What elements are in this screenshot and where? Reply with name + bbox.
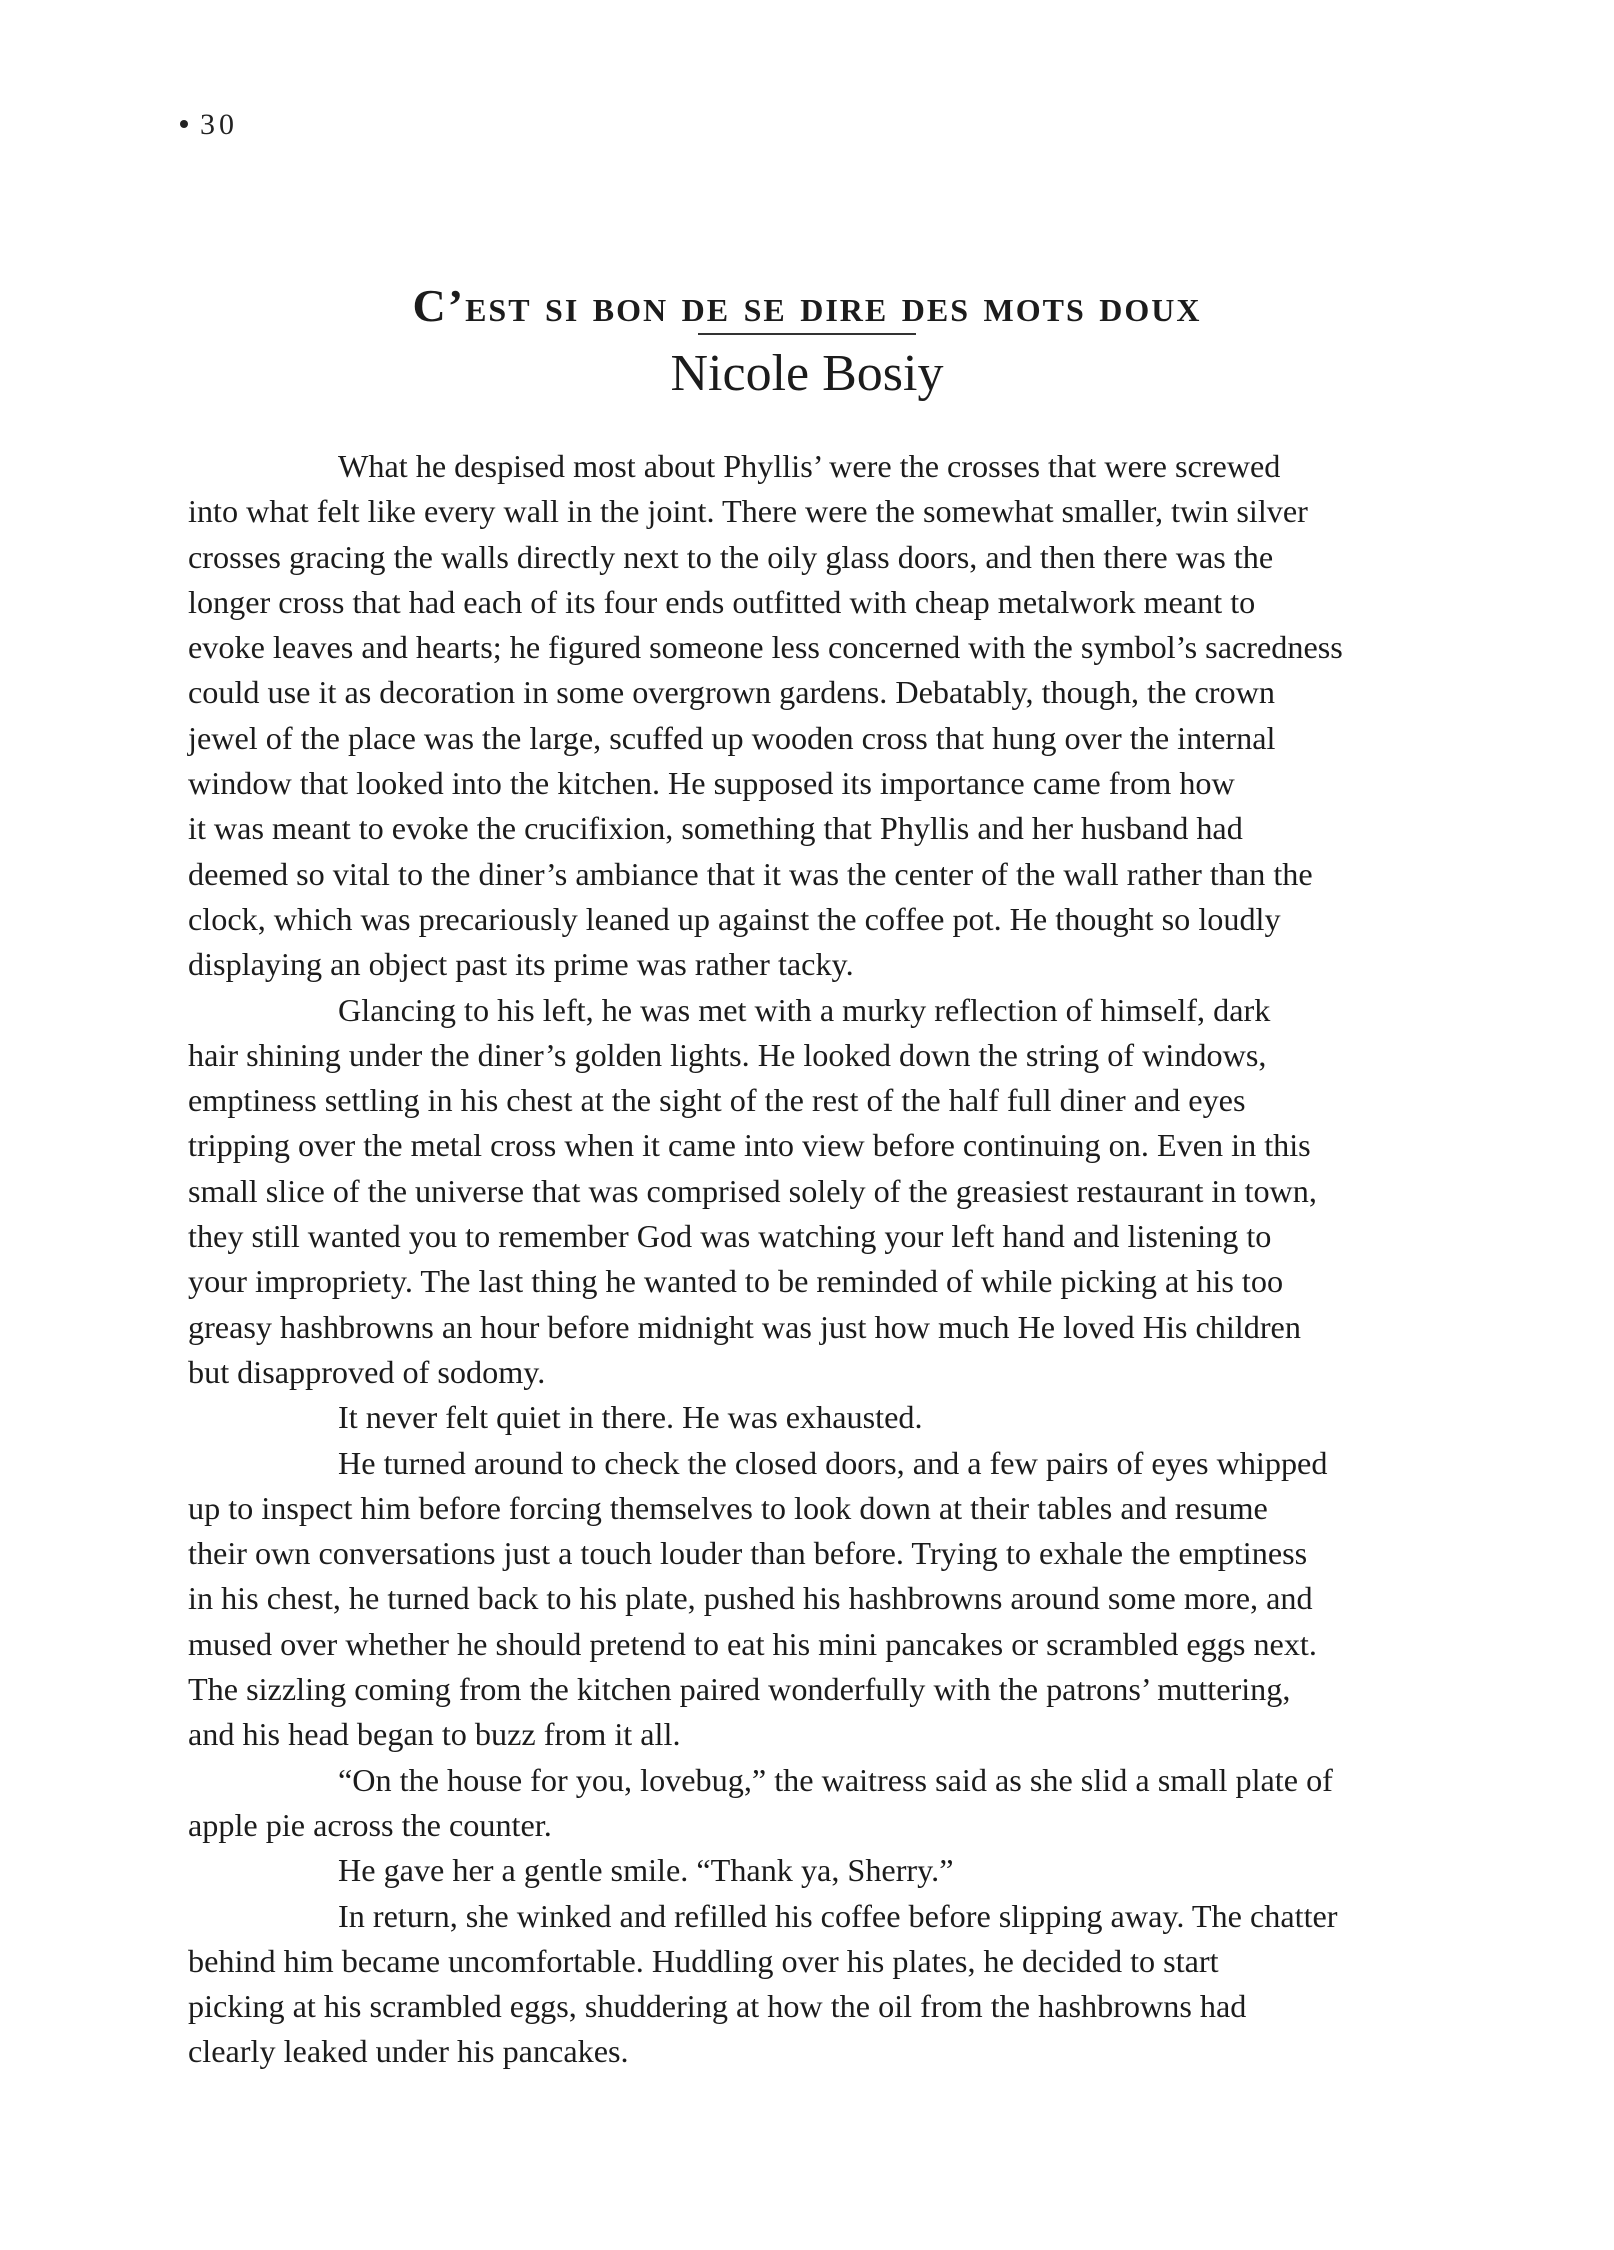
text-line: longer cross that had each of its four ends outfitted with cheap metalwork meant to [188, 583, 1256, 620]
text-line: crosses gracing the walls directly next to the oily glass doors, and then there was the [188, 538, 1274, 575]
text-line: emptiness settling in his chest at the sight of the rest of the half full diner and eyes [188, 1082, 1246, 1119]
text-line: In return, she winked and refilled his coffee before slipping away. The chatter [338, 1897, 1338, 1934]
text-line: but disapproved of sodomy. [188, 1353, 546, 1390]
text-line: “On the house for you, lovebug,” the waitress said as she slid a small plate of [338, 1761, 1333, 1798]
text-line: greasy hashbrowns an hour before midnight was just how much He loved His children [188, 1308, 1301, 1345]
text-line: they still wanted you to remember God was watching your left hand and listening to [188, 1218, 1272, 1255]
text-line: hair shining under the diner’s golden lights. He looked down the string of windows, [188, 1036, 1267, 1073]
text-line: The sizzling coming from the kitchen paired wonderfully with the patrons’ muttering, [188, 1671, 1291, 1708]
bullet-icon [180, 120, 188, 128]
text-line: What he despised most about Phyllis’ were the crosses that were screwed [338, 448, 1281, 484]
page-number [180, 108, 238, 142]
text-line: it was meant to evoke the crucifixion, something that Phyllis and her husband had [188, 810, 1243, 847]
text-line: displaying an object past its prime was rather tacky. [188, 946, 854, 983]
text-line: It never felt quiet in there. He was exhausted. [338, 1399, 923, 1436]
story-title: C’est si bon de se dire des mots doux [412, 279, 1202, 331]
text-line: behind him became uncomfortable. Huddling over his plates, he decided to start [188, 1942, 1219, 1979]
text-line: up to inspect him before forcing themselves to look down at their tables and resume [188, 1489, 1268, 1526]
text-line: window that looked into the kitchen. He supposed its importance came from how [188, 765, 1235, 802]
text-line: He turned around to check the closed doors, and a few pairs of eyes whipped [338, 1444, 1328, 1481]
text-line: could use it as decoration in some overgrown gardens. Debatably, though, the crown [188, 674, 1275, 711]
text-line: deemed so vital to the diner’s ambiance that it was the center of the wall rather than the [188, 855, 1313, 892]
text-line: in his chest, he turned back to his plate, pushed his hashbrowns around some more, and [188, 1580, 1313, 1617]
text-line: their own conversations just a touch louder than before. Trying to exhale the emptiness [188, 1535, 1308, 1572]
text-line: small slice of the universe that was comprised solely of the greasiest restaurant in town, [188, 1172, 1317, 1209]
text-line: apple pie across the counter. [188, 1806, 552, 1843]
text-line: clearly leaked under his pancakes. [188, 2033, 629, 2070]
text-line: Glancing to his left, he was met with a murky reflection of himself, dark [338, 991, 1271, 1028]
author-name: Nicole Bosiy [670, 345, 944, 402]
text-line: clock, which was precariously leaned up against the coffee pot. He thought so loudly [188, 900, 1281, 937]
text-line: tripping over the metal cross when it came into view before continuing on. Even in this [188, 1127, 1311, 1164]
page-number-text: 30 [200, 108, 238, 141]
title-divider [698, 333, 916, 335]
text-line: and his head began to buzz from it all. [188, 1716, 681, 1753]
text-line: picking at his scrambled eggs, shuddering at how the oil from the hashbrowns had [188, 1988, 1247, 2025]
story-body [188, 444, 1428, 2075]
text-line: into what felt like every wall in the joint. There were the somewhat smaller, twin silver [188, 493, 1308, 530]
text-line: evoke leaves and hearts; he figured someone less concerned with the symbol’s sacredness [188, 629, 1343, 666]
text-line: your impropriety. The last thing he wanted to be reminded of while picking at his too [188, 1263, 1284, 1300]
text-line: He gave her a gentle smile. “Thank ya, Sherry.” [338, 1852, 954, 1889]
text-line: jewel of the place was the large, scuffed up wooden cross that hung over the internal [188, 719, 1276, 756]
text-line: mused over whether he should pretend to eat his mini pancakes or scrambled eggs next. [188, 1625, 1317, 1662]
